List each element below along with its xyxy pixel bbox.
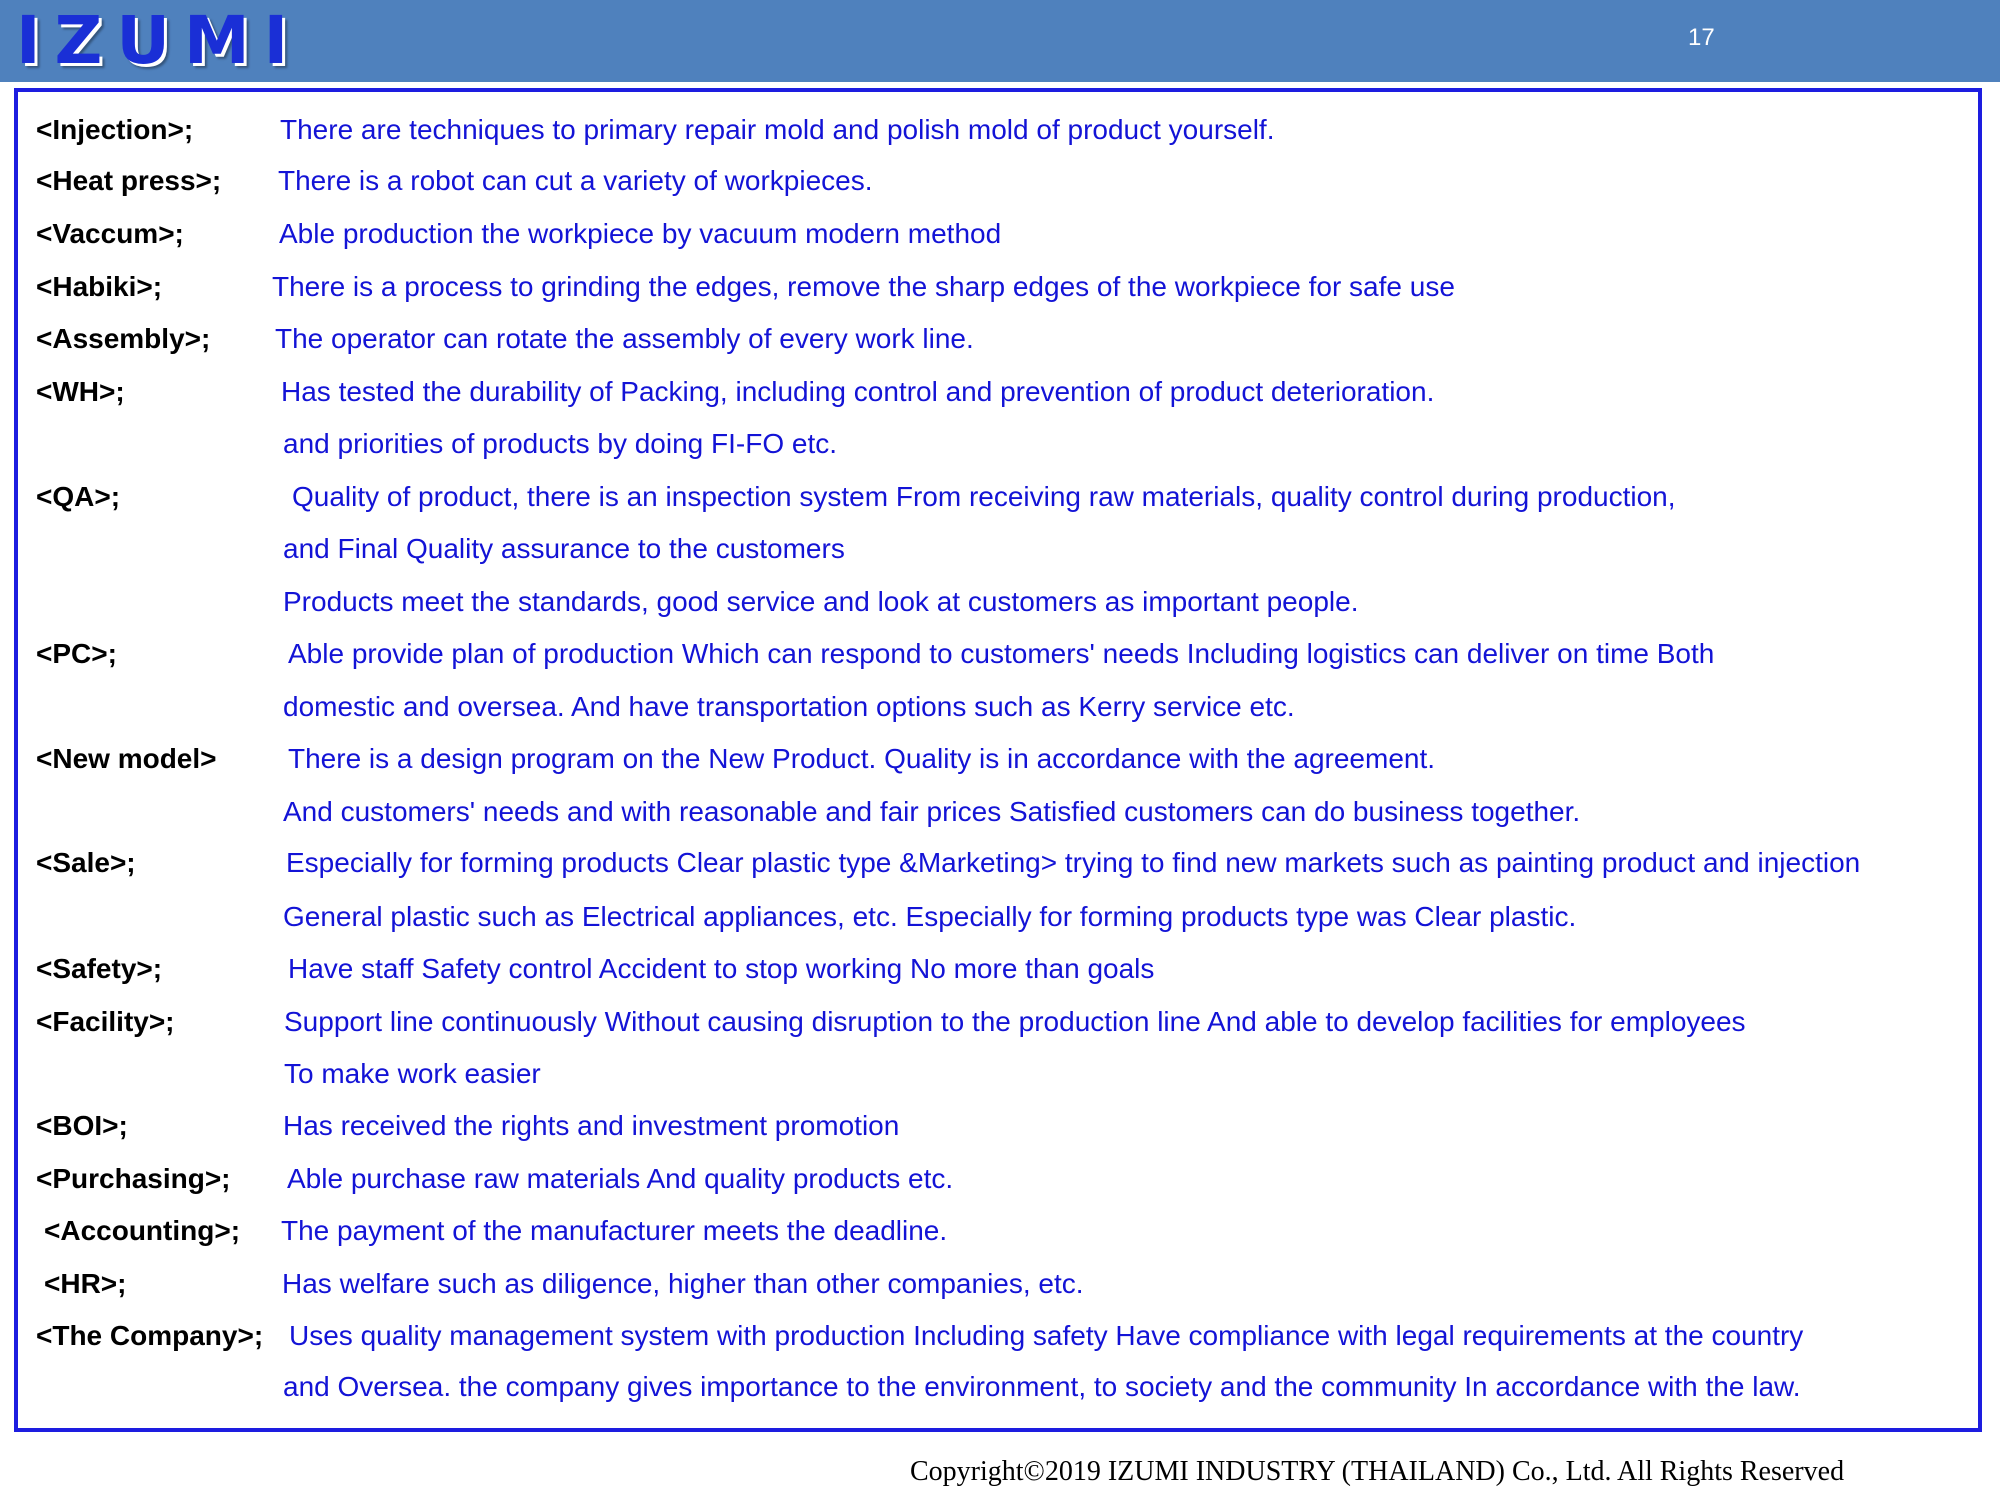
department-label: <Habiki>; [36, 271, 163, 302]
department-label: <Safety>; [36, 953, 163, 984]
department-label: <WH>; [36, 376, 125, 407]
department-row [0, 1054, 2000, 1094]
department-row [0, 949, 2000, 989]
department-description: Products meet the standards, good service and look at customers as important people. [283, 586, 1359, 617]
department-description: Uses quality management system with production Including safety Have compliance with legal requirements at the country [289, 1320, 1804, 1351]
copyright-footer: Copyright©2019 IZUMI INDUSTRY (THAILAND) Co., Ltd. All Rights Reserved [910, 1456, 1845, 1487]
department-description: The payment of the manufacturer meets the deadline. [281, 1215, 948, 1246]
department-description: General plastic such as Electrical appliances, etc. Especially for forming products type was Clear plastic. [283, 901, 1577, 932]
department-description: Have staff Safety control Accident to stop working No more than goals [288, 953, 1155, 984]
department-row [0, 739, 2000, 779]
department-description: Especially for forming products Clear plastic type &Marketing> trying to find new markets such as painting product and injection [286, 847, 1861, 878]
department-row [0, 214, 2000, 254]
department-row [0, 477, 2000, 517]
department-row [0, 687, 2000, 727]
department-description: Has received the rights and investment promotion [283, 1110, 900, 1141]
department-label: <PC>; [36, 638, 117, 669]
department-description: And customers' needs and with reasonable and fair prices Satisfied customers can do business together. [283, 796, 1581, 827]
department-row [0, 529, 2000, 569]
izumi-logo: IZUMI [16, 2, 303, 79]
department-row [0, 1316, 2000, 1356]
department-label: <New model> [36, 743, 217, 774]
department-row [0, 1106, 2000, 1146]
department-label: <Sale>; [36, 847, 136, 878]
department-row [0, 1002, 2000, 1042]
department-label: <Assembly>; [36, 323, 211, 354]
department-row [0, 161, 2000, 201]
department-description: and Final Quality assurance to the customers [283, 533, 845, 564]
department-row [0, 110, 2000, 150]
department-description: Able provide plan of production Which can respond to customers' needs Including logistics can deliver on time Both [288, 638, 1715, 669]
department-row [0, 1211, 2000, 1251]
department-description: and Oversea. the company gives importance to the environment, to society and the community In accordance with the law. [283, 1371, 1801, 1402]
department-description: and priorities of products by doing FI-FO etc. [283, 428, 838, 459]
department-label: <QA>; [36, 481, 121, 512]
department-description: Has tested the durability of Packing, including control and prevention of product deterioration. [281, 376, 1435, 407]
department-description: The operator can rotate the assembly of every work line. [275, 323, 974, 354]
department-row [0, 792, 2000, 832]
department-row [0, 634, 2000, 674]
department-row [0, 582, 2000, 622]
department-row [0, 843, 2000, 883]
department-description: Able purchase raw materials And quality products etc. [287, 1163, 954, 1194]
department-row [0, 1159, 2000, 1199]
department-label: <BOI>; [36, 1110, 128, 1141]
department-description: There is a design program on the New Product. Quality is in accordance with the agreement. [288, 743, 1436, 774]
department-label: <Facility>; [36, 1006, 175, 1037]
department-description: There is a robot can cut a variety of workpieces. [278, 165, 873, 196]
department-row [0, 1264, 2000, 1304]
department-row [0, 267, 2000, 307]
department-label: <Vaccum>; [36, 218, 184, 249]
department-row [0, 319, 2000, 359]
department-row [0, 897, 2000, 937]
page-number: 17 [1688, 24, 1715, 51]
department-row [0, 372, 2000, 412]
header-bar [0, 0, 2000, 82]
department-label: <Accounting>; [44, 1215, 241, 1246]
department-description: domestic and oversea. And have transportation options such as Kerry service etc. [283, 691, 1295, 722]
department-label: <Heat press>; [36, 165, 222, 196]
department-label: <The Company>; [36, 1320, 264, 1351]
department-label: <HR>; [44, 1268, 127, 1299]
department-label: <Purchasing>; [36, 1163, 231, 1194]
department-description: There is a process to grinding the edges, remove the sharp edges of the workpiece for safe use [272, 271, 1455, 302]
department-description: Quality of product, there is an inspection system From receiving raw materials, quality control during production, [292, 481, 1676, 512]
department-row [0, 424, 2000, 464]
department-row [0, 1367, 2000, 1407]
department-description: Has welfare such as diligence, higher than other companies, etc. [282, 1268, 1084, 1299]
department-description: To make work easier [284, 1058, 541, 1089]
department-description: Support line continuously Without causing disruption to the production line And able to develop facilities for employees [284, 1006, 1746, 1037]
department-description: There are techniques to primary repair mold and polish mold of product yourself. [280, 114, 1275, 145]
department-label: <Injection>; [36, 114, 194, 145]
department-description: Able production the workpiece by vacuum modern method [279, 218, 1002, 249]
